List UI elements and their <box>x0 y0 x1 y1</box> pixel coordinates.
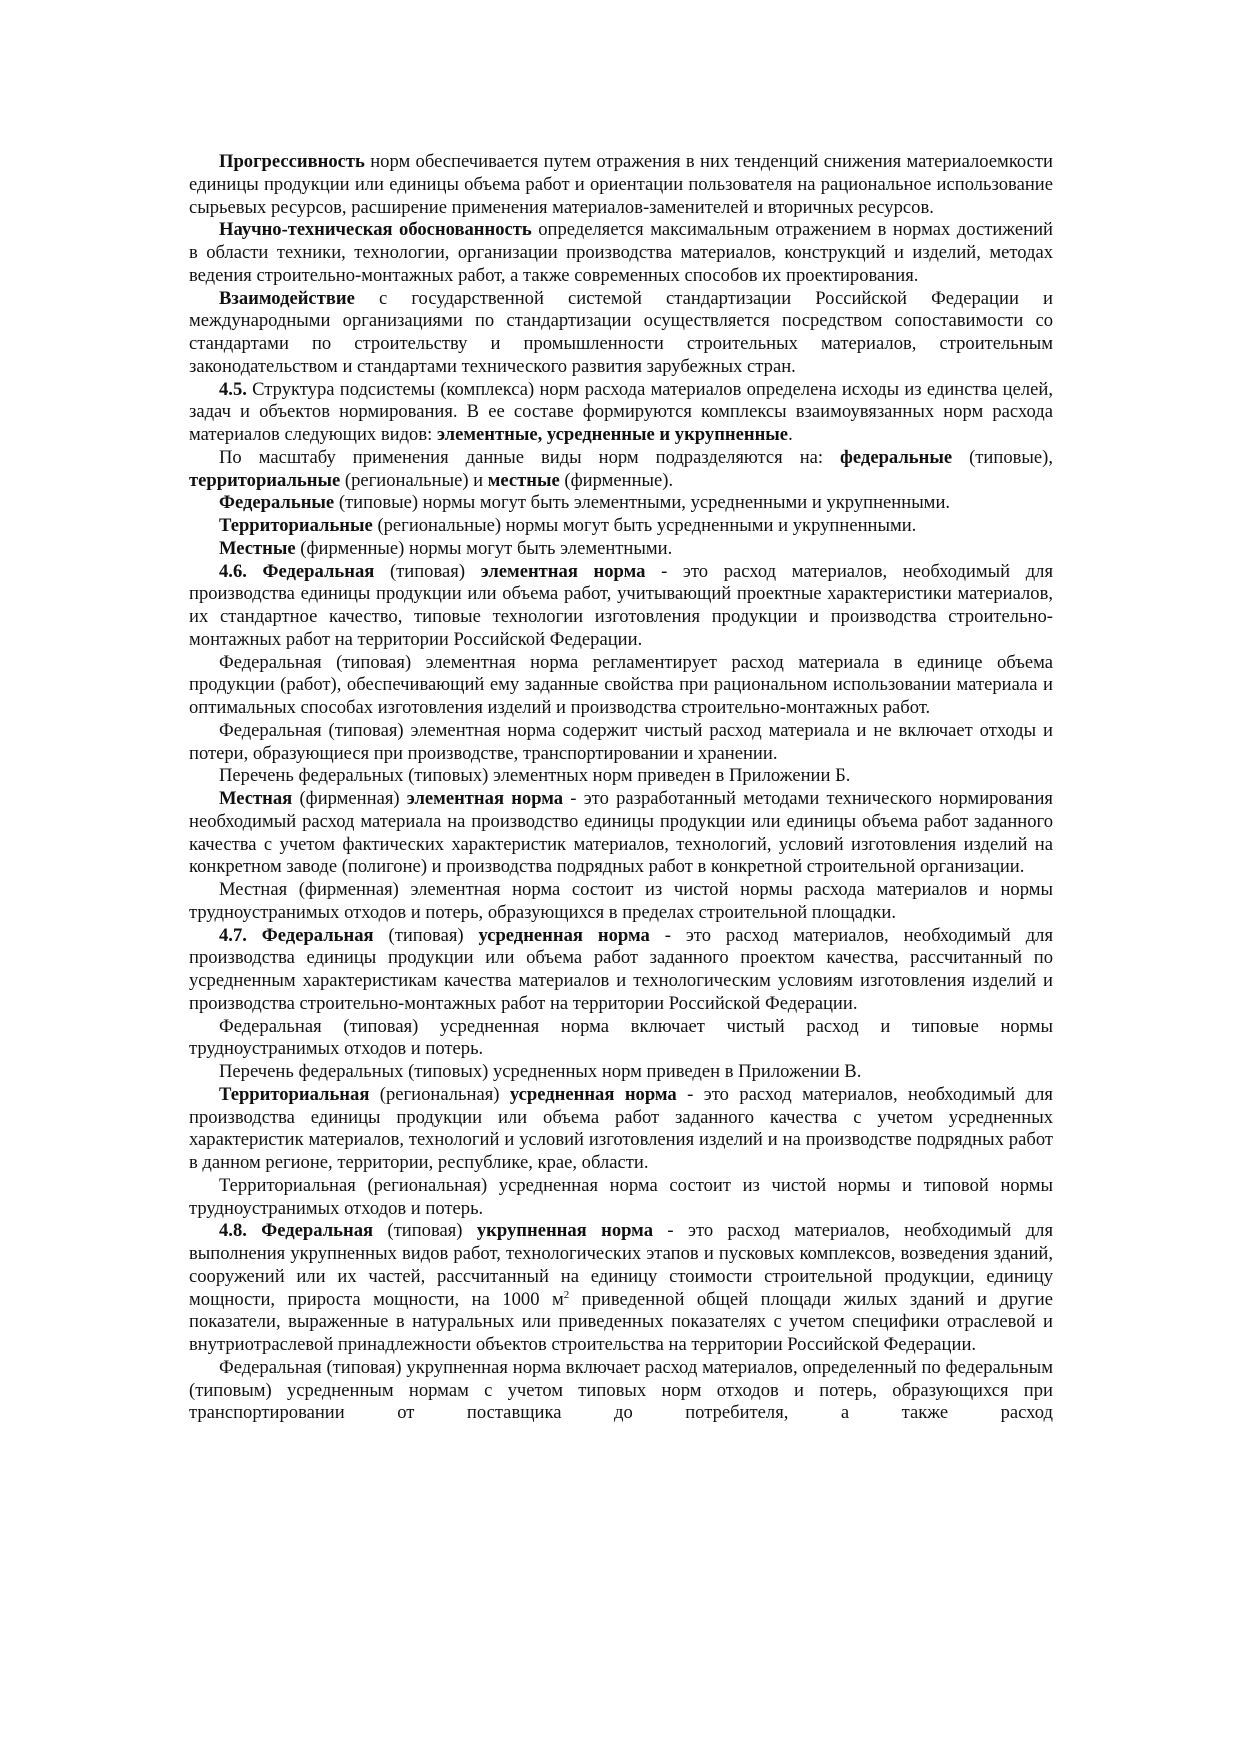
paragraph-scientific-justification <box>189 219 1053 287</box>
paragraph-appendix-v <box>189 1061 1053 1084</box>
section-heading: 4.7. Федеральная <box>219 924 374 946</box>
section-heading: 4.6. Федеральная <box>219 560 375 582</box>
paragraph-text: приведенной общей площади жилых зданий и другие показатели, выраженные в натуральных или приведенных показателях с учетом специфики отраслевой и внутриотраслевой принадлежности объектов строительства на территории Российской Федерации. <box>189 1288 1053 1355</box>
term-averaged-norm: усредненная норма <box>509 1083 677 1105</box>
paragraph-text: Федеральная (типовая) элементная норма регламентирует расход материала в единице объема продукции (работ), обеспечивающий ему заданные свойства при рациональном использовании материала и оптимальных способах изготовления изделий и производства строительно-монтажных работ. <box>189 651 1053 718</box>
paragraph-text: Федеральная (типовая) укрупненная норма включает расход материалов, определенный по федеральным (типовым) усредненным нормам с учетом типовых норм отходов и потерь, образующихся при транспортировании от поставщика до потребителя, а также расход <box>189 1356 1053 1424</box>
paragraph-text: Местная (фирменная) элементная норма состоит из чистой нормы расхода материалов и нормы трудноустранимых отходов и потерь, образующихся в пределах строительной площадки. <box>189 879 1053 923</box>
paragraph-text: - это разработанный методами технического нормирования необходимый расход материала на производство единицы продукции или единицы объема работ заданного качества с учетом фактических характеристик материалов, технологий, условий изготовления изделий на конкретном заводе (полигоне) и производства подрядных работ в конкретной строительной организации. <box>189 788 1053 878</box>
norm-types: элементные, усредненные и укрупненные <box>436 424 789 445</box>
paragraph-text: Структура подсистемы (комплекса) норм расхода материалов определена исходы из единства целей, задач и объектов нормирования. В ее составе формируются комплексы взаимоувязанных норм расхода материалов следующих видов: <box>189 378 1053 445</box>
term-scientific-justification: Научно-техническая обоснованность <box>219 219 532 241</box>
paragraph-territorial-averaged-norm <box>189 1084 1053 1175</box>
paragraph-text: норм обеспечивается путем отражения в них тенденций снижения материалоемкости единицы продукции или единицы объема работ и ориентации пользователя на рациональное использование сырьевых ресурсов, расширение применения материалов-заменителей и вторичных ресурсов. <box>189 151 1053 218</box>
section-heading: 4.8. Федеральная <box>219 1220 374 1242</box>
paragraph-federal-element-regulation <box>189 652 1053 720</box>
section-4-5 <box>189 379 1053 447</box>
paragraph-text: - это расход материалов, необходимый для производства единицы продукции или объема работ заданного проектом качества, рассчитанный по усредненным характеристикам качества материалов и технологическим условиям изготовления изделий и производства строительно-монтажных работ на территории Российской Федерации. <box>189 924 1054 1014</box>
paragraph-federal-norms <box>189 492 1053 515</box>
paragraph-text: - это расход материалов, необходимый для производства единицы продукции или объема работ заданного качества с учетом усредненных характеристик материалов, технологий и условий изготовления изделий и на производстве подрядных работ в данном регионе, территории, республике, крае, области. <box>189 1083 1053 1173</box>
paragraph-text: . <box>788 424 793 445</box>
paragraph-federal-element-content <box>189 720 1053 766</box>
term-element-norm: элементная норма <box>406 788 564 809</box>
paragraph-federal-enlarged-content <box>189 1357 1053 1425</box>
paragraph-text: - это расход материалов, необходимый для производства единицы продукции или объема работ, учитывающий проектные характеристики материалов, их стандартное качество, типовые технологии изготовления продукции и производства строительно-монтажных работ на территории Российской Федерации. <box>189 560 1054 650</box>
superscript-square: 2 <box>563 1288 570 1301</box>
section-4-8 <box>189 1220 1053 1357</box>
term-local: местные <box>487 469 560 491</box>
paragraph-appendix-b <box>189 765 1053 788</box>
term-territorial: Территориальные <box>219 515 373 536</box>
paragraph-text: (типовая) <box>374 560 481 582</box>
term-interaction: Взаимодействие <box>219 287 355 309</box>
term-element-norm: элементная норма <box>480 560 646 582</box>
paragraph-text: (региональная) <box>369 1083 510 1105</box>
paragraph-interaction <box>189 288 1053 379</box>
paragraph-progressiveness <box>189 151 1053 219</box>
term-federal: Федеральные <box>219 492 335 514</box>
term-local: Местная <box>219 788 293 809</box>
section-4-6 <box>189 561 1053 652</box>
term-federal: федеральные <box>840 446 953 468</box>
paragraph-territorial-norms <box>189 515 1053 538</box>
term-territorial: территориальные <box>189 469 341 491</box>
paragraph-local-norms <box>189 538 1053 561</box>
term-progressiveness: Прогрессивность <box>219 151 365 172</box>
paragraph-text: (типовая) <box>373 924 479 946</box>
paragraph-federal-averaged-content <box>189 1016 1053 1062</box>
paragraph-text: (фирменные). <box>559 469 674 491</box>
paragraph-text: (фирменные) нормы могут быть элементными. <box>295 537 673 559</box>
paragraph-text: Перечень федеральных (типовых) усредненных норм приведен в Приложении В. <box>219 1061 862 1082</box>
paragraph-text: (фирменная) <box>292 788 407 809</box>
paragraph-text: (региональные) нормы могут быть усредненными и укрупненными. <box>372 515 917 536</box>
term-enlarged-norm: укрупненная норма <box>476 1220 654 1242</box>
paragraph-text: - это расход материалов, необходимый для выполнения укрупненных видов работ, технологических этапов и пусковых комплексов, возведения зданий, сооружений или их частей, рассчитанный на единицу стоимости строительной продукции, единицу мощности, прироста мощности, на 1000 м <box>189 1220 1053 1310</box>
paragraph-territorial-averaged-content <box>189 1175 1053 1221</box>
paragraph-text: (типовая) <box>373 1220 477 1242</box>
paragraph-local-element-norm <box>189 788 1053 879</box>
term-local: Местные <box>219 537 296 559</box>
paragraph-text: (региональные) и <box>340 469 488 491</box>
document-page <box>189 151 1053 1425</box>
term-territorial: Территориальная <box>219 1083 370 1105</box>
paragraph-text: Территориальная (региональная) усредненная норма состоит из чистой нормы и типовой нормы трудноустранимых отходов и потерь. <box>189 1174 1053 1219</box>
paragraph-text: с государственной системой стандартизации Российской Федерации и международными организациями по стандартизации осуществляется посредством сопоставимости со стандартами по строительству и промышленности строительных материалов, строительным законодательством и стандартами технического развития зарубежных стран. <box>189 287 1053 377</box>
paragraph-text: (типовые) нормы могут быть элементными, усредненными и укрупненными. <box>334 492 951 514</box>
paragraph-text: Федеральная (типовая) элементная норма содержит чистый расход материала и не включает отходы и потери, образующиеся при производстве, транспортировании и хранении. <box>189 719 1053 764</box>
paragraph-text: Перечень федеральных (типовых) элементных норм приведен в Приложении Б. <box>219 765 851 787</box>
section-number: 4.5. <box>219 378 247 400</box>
section-4-7 <box>189 925 1053 1016</box>
paragraph-text: По масштабу применения данные виды норм подразделяются на: <box>219 446 841 468</box>
paragraph-local-element-content <box>189 879 1053 925</box>
paragraph-text: (типовые), <box>952 446 1053 468</box>
paragraph-application-scale <box>189 447 1053 493</box>
paragraph-text: Федеральная (типовая) усредненная норма включает чистый расход и типовые нормы трудноустранимых отходов и потерь. <box>189 1015 1053 1060</box>
term-averaged-norm: усредненная норма <box>478 924 650 946</box>
paragraph-text: определяется максимальным отражением в нормах достижений в области техники, технологии, организации производства материалов, конструкций и изделий, методах ведения строительно-монтажных работ, а также современных способов их проектирования. <box>189 219 1053 286</box>
